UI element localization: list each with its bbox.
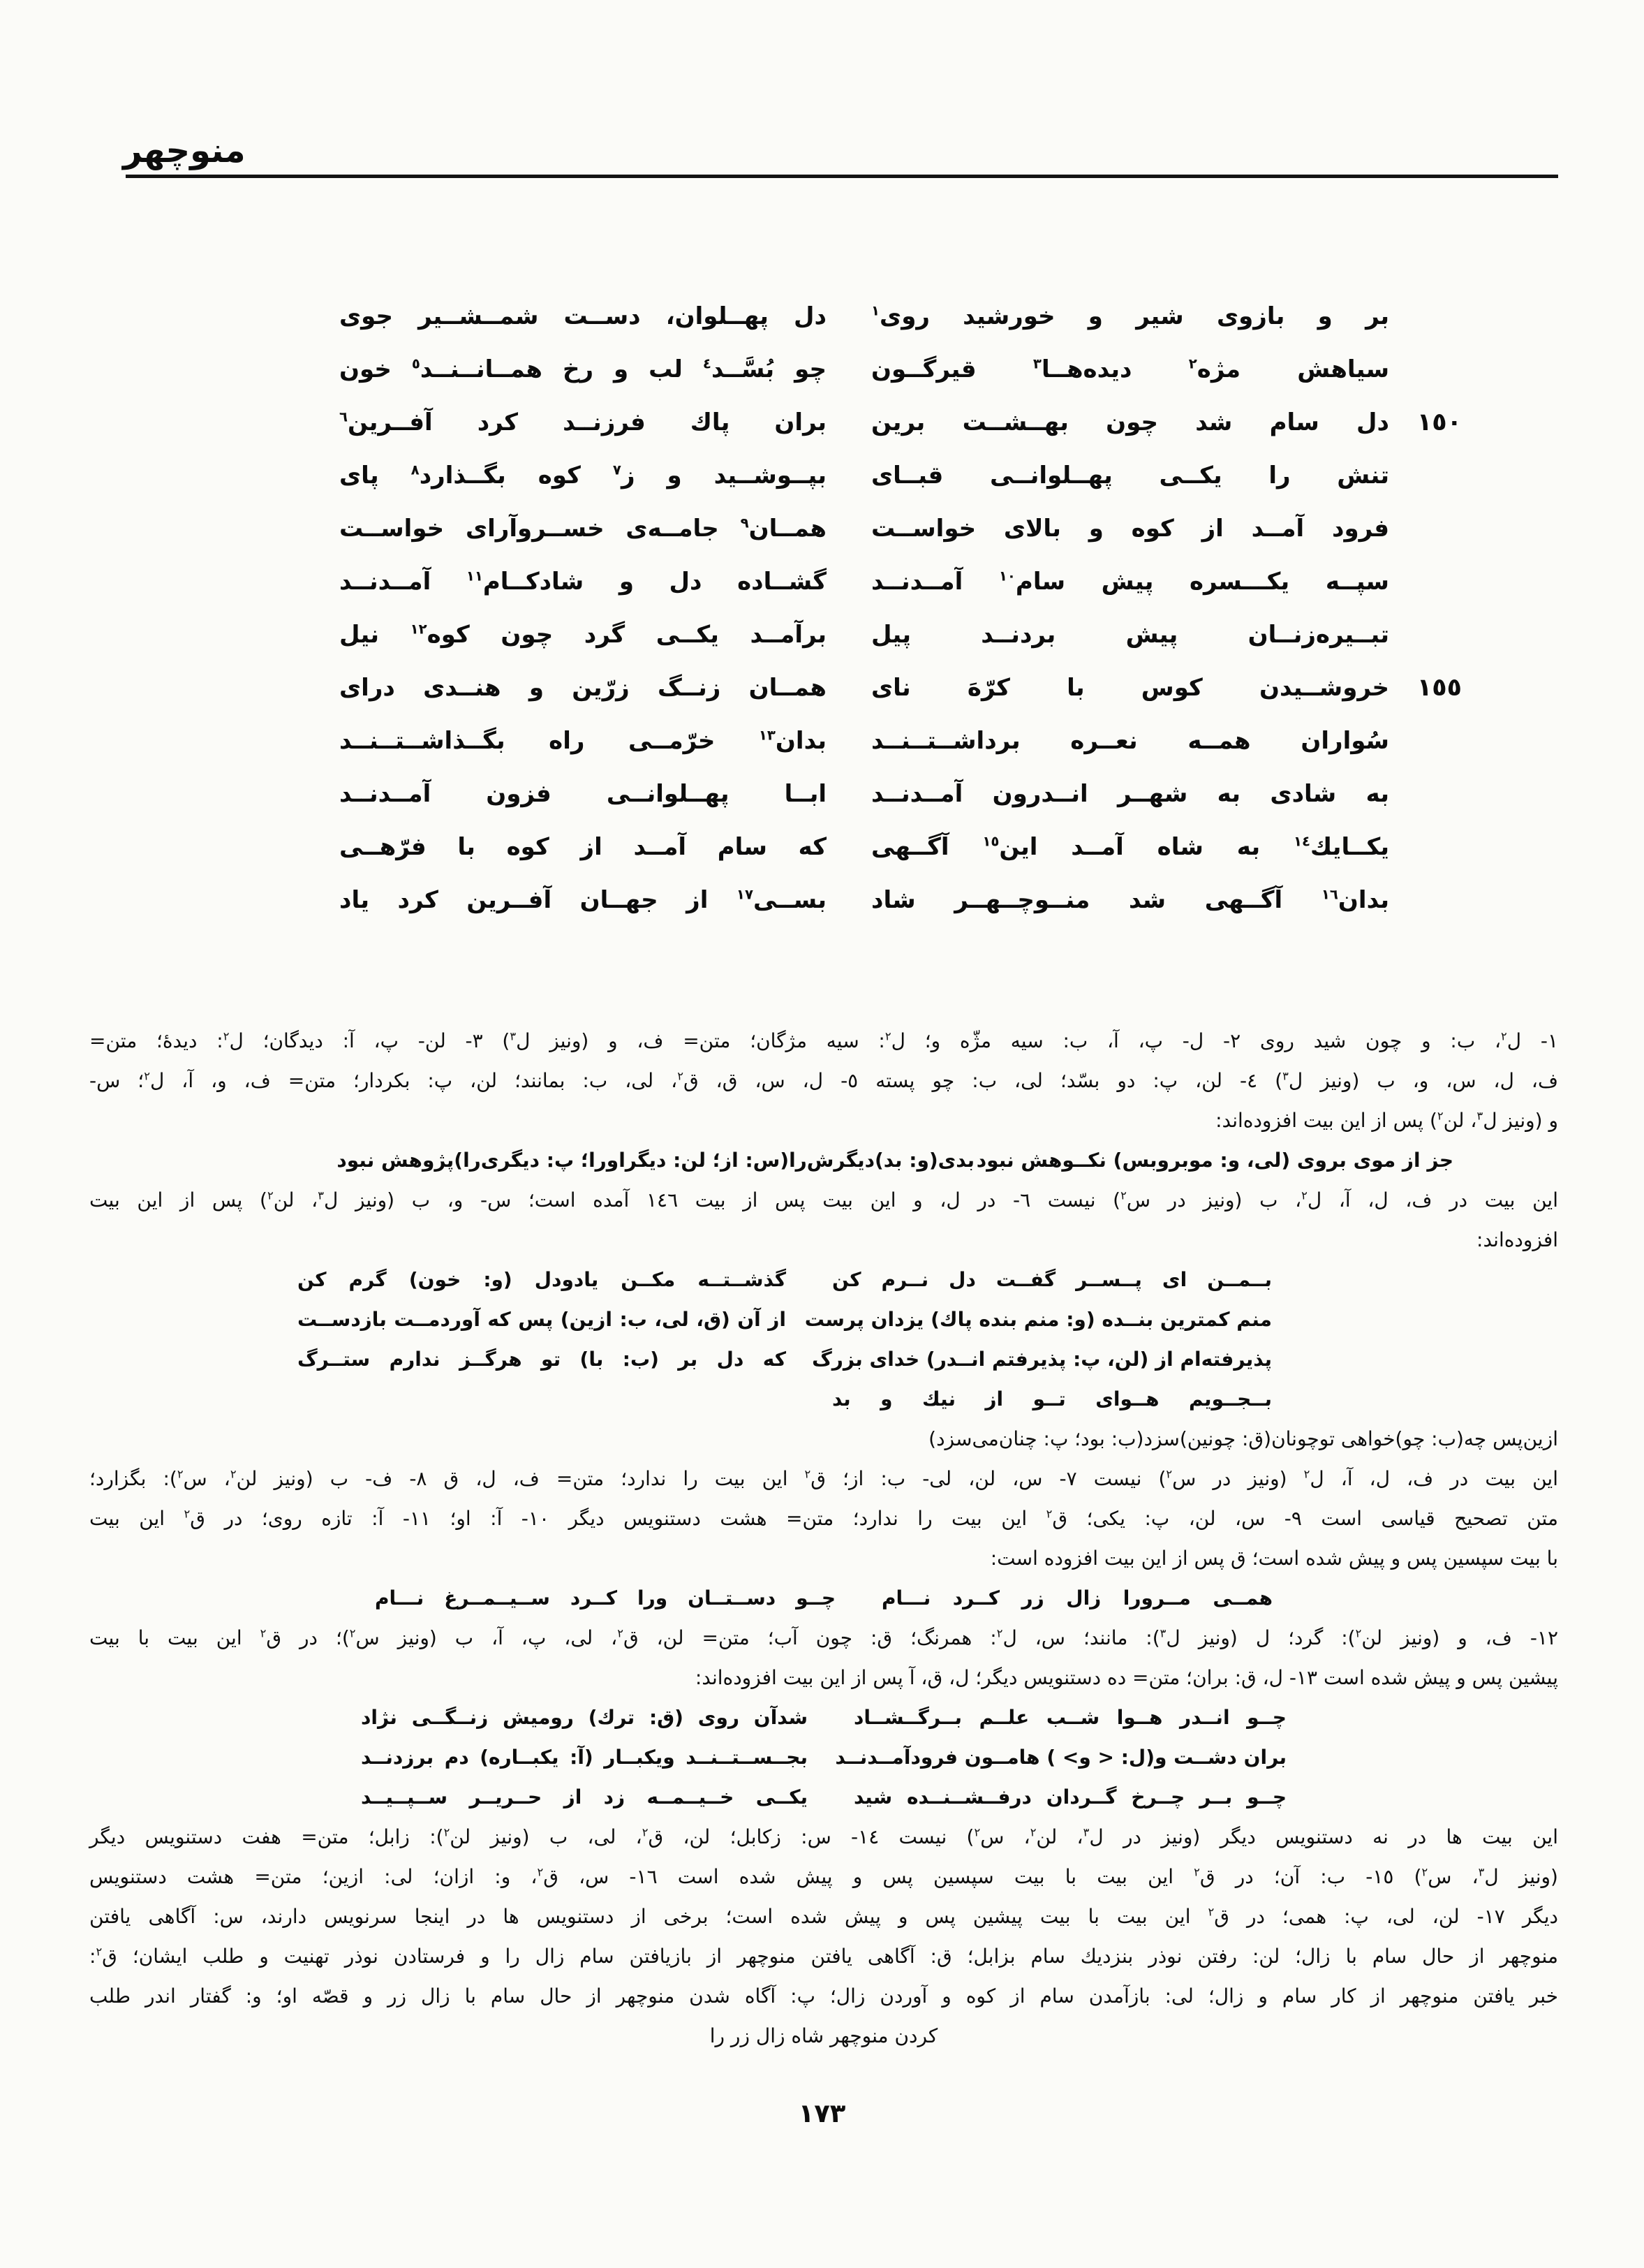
poem-couplet [339, 555, 1462, 608]
apparatus-verse [89, 1777, 1558, 1817]
hemistich-right: دل سام شد چون بهــشــت برین [871, 408, 1389, 436]
apparatus-hemistich-left: بجــســتــنــد ویکبــار (آ: یکبــاره) دم برزدنــد [361, 1746, 808, 1769]
apparatus-hemistich-right: پذیرفته‌ام از (لن، پ: پذیرفتم انــدر) خدای بزرگ [812, 1348, 1272, 1371]
footnote-line: ف، ل، س، و، ب (ونیز ل$^٣$) ٤- لن، پ: دو بسّد؛ لی، ب: چو پسته ٥- ل، س، ق، ق$^٢$، لی، ب: بمانند؛ لن، پ: بکردار؛ متن= ف، و، آ، ل$^٢$؛ س- [89, 1069, 1558, 1092]
hemistich-right: سُواران همــه نعــره برداشــتــنــد [871, 727, 1389, 755]
apparatus-hemistich-right: چــو بــر چــرخ گــردان درفــشــنــده شید [854, 1785, 1287, 1809]
apparatus-hemistich-right: بــجــویم هــوای تــو از نیك و بد [832, 1387, 1272, 1411]
apparatus-hemistich-left: از آن (ق، لی، ب: ازین) پس که آوردمــت بازدســت [297, 1308, 786, 1331]
hemistich-left: که سام آمــد از کوه با فرّهــی [339, 833, 827, 861]
apparatus-verse [89, 1737, 1558, 1777]
verse-number: ١٥٥ [1416, 674, 1462, 702]
poem-couplet [339, 343, 1462, 396]
hemistich-right: به شادی به شهــر انــدرون آمــدنــد [871, 780, 1389, 808]
footnote-line: منوچهر از حال سام با زال؛ لن: رفتن نوذر بنزدیك سام بزابل؛ ق: آگاهی یافتن منوچهر از بازیافتن سام زال را و فرستادن نوذر تهنیت و طلب ایشان؛ ق$^٢$: [89, 1945, 1558, 1968]
poem-couplet [339, 608, 1462, 661]
footnote-line: دیگر ١٧- لن، لی، پ: همی؛ در ق$^٢$ این بیت با بیت پیشین پس و پیش شده است؛ برخی از دستنویس ها در اینجا سرنویس دارند، س: آگاهی یافتن [89, 1905, 1559, 1928]
footnote-line: افزوده‌اند: [1476, 1228, 1558, 1251]
hemistich-right: سپــه یکـــسره پیش سام$^{١٠}$ آمــدنــد [871, 568, 1389, 596]
footnote-line: (ونیز ل$^٣$، س$^٢$) ١٥- ب: آن؛ در ق$^٢$ این بیت با بیت سپسین پس و پیش شده است ١٦- س، ق$^٢$، و: ازان؛ لی: ازین؛ متن= هشت دستنویس [89, 1865, 1558, 1888]
critical-apparatus [89, 1021, 1558, 2056]
hemistich-right: بدان$^{١٦}$ آگــهی شد منــوچــهــر شاد [871, 886, 1389, 914]
footnote-line: ازین‌پس چه(ب: چو)خواهی توچونان(ق: چونین)سزد(ب: بود؛ پ: چنان‌می‌سزد) [928, 1427, 1558, 1450]
hemistich-left: همــان زنــگ زرّین و هنــدی درای [339, 674, 827, 702]
apparatus-hemistich-right: همــی مــرورا زال زر کــرد نـــام [882, 1586, 1273, 1610]
apparatus-hemistich-left: گذشــتــه مکــن یادودل (و: خون) گرم کن [297, 1268, 786, 1291]
hemistich-left: بســی$^{١٧}$ از جهــان آفــرین کرد یاد [339, 886, 827, 914]
hemistich-right: تنش را یکــی پهــلوانــی قبــای [871, 462, 1389, 489]
poem-couplet [339, 449, 1462, 502]
hemistich-left: برآمــد یکــی گرد چون کوه$^{١٢}$ نیل [339, 621, 827, 649]
apparatus-verse [89, 1379, 1558, 1419]
hemistich-right: فرود آمــد از کوه و بالای خواســت [871, 515, 1389, 543]
hemistich-right: بر و بازوی شیر و خورشید روی$^١$ [871, 302, 1389, 330]
hemistich-left: همــان$^٩$ جامــه‌ی خســروآرای خواســت [339, 515, 827, 543]
apparatus-hemistich-right: بران دشــت و(ل: < و> ) هامــون فرودآمــدنــد [835, 1746, 1287, 1769]
hemistich-left: گشــاده دل و شادکــام$^{١١}$ آمــدنــد [339, 568, 827, 596]
apparatus-hemistich-right: منم کمترین بنــده (و: منم بنده پاك) یزدان پرست [804, 1308, 1272, 1331]
hemistich-left: بدان$^{١٣}$ خرّمــی راه بگــذاشــتــنــد [339, 727, 827, 755]
hemistich-right: خروشــیدن کوس با کرّهَ نای [871, 674, 1389, 702]
footnote-line: کردن منوچهر شاه زال زر را [709, 2024, 938, 2047]
hemistich-right: یکــایك$^{١٤}$ به شاه آمــد این$^{١٥}$ آگــهی [871, 833, 1389, 861]
poem-text [339, 290, 1462, 927]
hemistich-right: سیاهش مژه$^٢$ دیده‌هــا$^٣$ قیرگــون [871, 355, 1389, 383]
apparatus-hemistich-left: شدآن روی (ق: ترك) رومیش زنــگــی نژاد [361, 1706, 808, 1729]
footnote-line: این بیت در ف، ل، آ، ل$^٢$، ب (ونیز در س$^٢$) نیست ٦- در ل، و این بیت پس از بیت ١٤٦ آمده است؛ س- و، ب (ونیز ل$^٣$، لن$^٢$) پس از این بیت [89, 1188, 1559, 1212]
footnote-line: و (ونیز ل$^٣$، لن$^٢$) پس از این بیت افزوده‌اند: [1215, 1109, 1558, 1132]
footnote-line: این بیت در ف، ل، آ، ل$^٢$ (ونیز در س$^٢$) نیست ٧- س، لن، لی- ب: از؛ ق$^٢$ این بیت را ندارد؛ متن= ف، ل، ق ٨- ف- ب (ونیز لن$^٢$، س$^٢$): بگزارد؛ [89, 1467, 1559, 1490]
footnote-line: با بیت سپسین پس و پیش شده است؛ ق پس از این بیت افزوده است: [990, 1547, 1558, 1570]
apparatus-verse [89, 1140, 1558, 1180]
header-rule [126, 175, 1558, 178]
apparatus-hemistich-right: بــمــن ای پــســر گفــت دل نــرم کن [832, 1268, 1272, 1291]
hemistich-left: ابــا پهــلوانــی فزون آمــدنــد [339, 780, 827, 808]
apparatus-hemistich-right: چــو انــدر هــوا شــب علــم بــرگــشــاد [854, 1706, 1287, 1729]
footnote-line: ١٢- ف، و (ونیز لن$^٢$): گرد؛ ل (ونیز ل$^٣$): مانند؛ س، ل$^٢$: همرنگ؛ ق: چون آب؛ متن= لن، ق$^٢$، لی، پ، آ، ب (ونیز س$^٢$)؛ در ق$^٢$ این بیت با بیت [89, 1626, 1558, 1649]
poem-couplet [339, 874, 1462, 927]
poem-couplet [339, 396, 1462, 449]
footnote-line: خبر یافتن منوچهر از کار سام و زال؛ لی: بازآمدن سام از کوه و آوردن زال؛ پ: آگاه شدن منوچهر از حال سام با زال زر و قصّه او؛ و: گفتار اندر طلب [89, 1984, 1558, 2008]
hemistich-left: دل پهــلوان، دســت شمــشــیر جوی [339, 302, 827, 330]
footnote-line: این بیت ها در نه دستنویس دیگر (ونیز در ل$^٣$، لن$^٢$، س$^٢$) نیست ١٤- س: زکابل؛ لن، ق$^٢$، لی، ب (ونیز لن$^٢$): زابل؛ متن= هفت دستنویس دیگر [89, 1825, 1558, 1848]
hemistich-left: چو بُسَّــد$^٤$ لب و رخ همــانــنــد$^٥$ خون [339, 355, 827, 383]
apparatus-verse [89, 1339, 1558, 1379]
apparatus-hemistich-left: چــو دســتــان ورا کــرد ســیــمــرغ نـــام [375, 1586, 836, 1610]
apparatus-verse [89, 1299, 1558, 1339]
apparatus-verse [89, 1260, 1558, 1299]
page-number: ١٧٣ [798, 2098, 846, 2128]
apparatus-hemistich-left: بدی(و: بد)دیگرش‌را(س: از؛ لن: دیگراورا؛ پ: دیگری‌را)پژوهش نبود [336, 1149, 975, 1172]
poem-couplet [339, 767, 1462, 820]
apparatus-hemistich-left: یکــی خــیــمــه زد از حــریــر ســپــیــد [361, 1785, 808, 1809]
footnote-line: ١- ل$^٢$، ب: و چون شید روی ٢- ل- پ، آ، ب: سیه مژّه و؛ ل$^٢$: سیه مژگان؛ متن= ف، و (ونیز ل$^٣$) ٣- لن- پ، آ: دیدگان؛ ل$^٢$: دیدهٔ؛ متن= [89, 1029, 1558, 1052]
hemistich-left: بپــوشــید و ز$^٧$ کوه بگــذارد$^٨$ پای [339, 462, 827, 489]
poem-couplet [339, 290, 1462, 343]
apparatus-verse [89, 1698, 1558, 1737]
hemistich-left: بران پاك فرزنــد کرد آفــرین$^٦$ [339, 408, 827, 436]
apparatus-hemistich-right: جز از موی بروی (لی، و: موبروبس) نکــوهش نبود [976, 1149, 1453, 1172]
page-header-title: منوچهر [123, 131, 246, 170]
apparatus-verse [89, 1578, 1558, 1618]
poem-couplet [339, 661, 1462, 714]
footnote-line: پیشین پس و پیش شده است ١٣- ل، ق: بران؛ متن= ده دستنویس دیگر؛ ل، ق، آ پس از این بیت افزوده‌اند: [695, 1666, 1558, 1689]
apparatus-hemistich-left: که دل بر (ب: با) تو هرگــز ندارم ستــرگ [297, 1348, 786, 1371]
poem-couplet [339, 820, 1462, 874]
footnote-line: متن تصحیح قیاسی است ٩- س، لن، پ: یکی؛ ق$^٢$ این بیت را ندارد؛ متن= هشت دستنویس دیگر ١٠- آ: او؛ ١١- آ: تازه روی؛ در ق$^٢$ این بیت [89, 1507, 1559, 1530]
verse-number: ١٥٠ [1416, 408, 1462, 436]
poem-couplet [339, 714, 1462, 767]
hemistich-right: تبــیره‌زنــان پیش بردنــد پیل [871, 621, 1389, 649]
poem-couplet [339, 502, 1462, 555]
